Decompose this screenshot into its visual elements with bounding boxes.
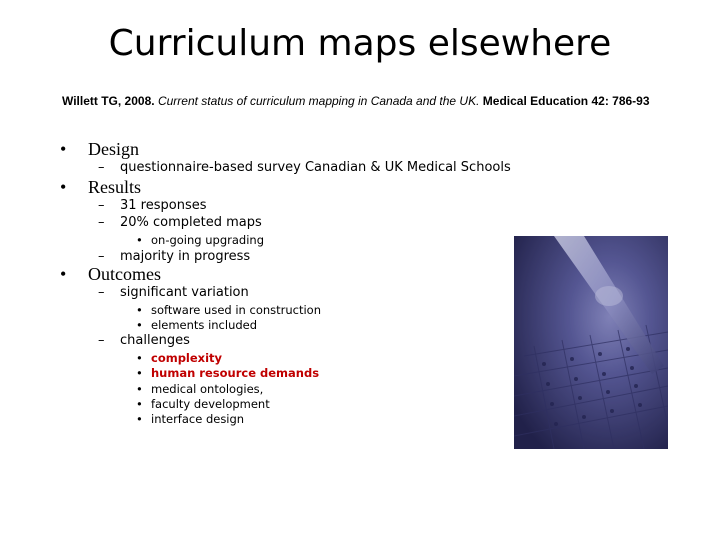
citation (62, 94, 702, 109)
bullet-dot: • (136, 303, 143, 317)
challenge-item-4 (136, 397, 270, 411)
results-item-text: 31 responses (120, 198, 207, 213)
variation-subitem-text: elements included (151, 318, 258, 332)
bullet-outcomes (60, 264, 161, 285)
variation-text: significant variation (120, 285, 249, 300)
calendar-photo (514, 236, 668, 449)
challenge-item-text: interface design (151, 412, 245, 426)
variation-subitem-2 (136, 318, 258, 332)
citation-article: Current status of curriculum mapping in Canada and the UK. (157, 94, 480, 108)
bullet-dot: • (60, 177, 67, 197)
outcomes-label: Outcomes (88, 264, 161, 284)
design-label: Design (88, 139, 139, 159)
challenge-item-5 (136, 412, 245, 426)
challenge-item-3 (136, 382, 264, 396)
bullet-dot: • (136, 366, 143, 380)
bullet-dot: • (136, 382, 143, 396)
challenge-item-1 (136, 351, 223, 365)
results-item-1 (98, 198, 207, 213)
challenge-item-text: human resource demands (151, 366, 320, 380)
results-item-3 (98, 249, 251, 264)
bullet-dot: • (136, 318, 143, 332)
results-item-text: 20% completed maps (120, 215, 262, 230)
calendar-photo-image (514, 236, 668, 449)
results-subitem-text: on-going upgrading (151, 233, 264, 247)
bullet-results (60, 177, 142, 198)
dash-marker: – (98, 198, 105, 213)
bullet-dot: • (136, 397, 143, 411)
challenge-item-text: complexity (151, 351, 223, 365)
design-item (98, 160, 511, 175)
citation-authors: Willett TG, 2008. (62, 94, 155, 108)
dash-marker: – (98, 160, 105, 175)
design-item-text: questionnaire-based survey Canadian & UK Medical Schools (120, 160, 511, 175)
results-item-2 (98, 215, 262, 230)
challenge-item-2 (136, 366, 320, 380)
variation-subitem-1 (136, 303, 322, 317)
dash-marker: – (98, 215, 105, 230)
outcomes-variation (98, 285, 249, 300)
slide-title: Curriculum maps elsewhere (108, 23, 612, 64)
outcomes-challenges (98, 333, 190, 348)
bullet-dot: • (136, 351, 143, 365)
bullet-dot: • (60, 264, 67, 284)
variation-subitem-text: software used in construction (151, 303, 322, 317)
results-item-text: majority in progress (120, 249, 251, 264)
citation-journal: Medical Education 42: 786-93 (482, 94, 650, 108)
bullet-design (60, 139, 139, 160)
challenge-item-text: medical ontologies, (151, 382, 264, 396)
challenge-item-text: faculty development (151, 397, 270, 411)
bullet-dot: • (136, 233, 143, 247)
dash-marker: – (98, 333, 105, 348)
dash-marker: – (98, 285, 105, 300)
results-label: Results (88, 177, 142, 197)
results-subitem (136, 233, 264, 247)
dash-marker: – (98, 249, 105, 264)
challenges-text: challenges (120, 333, 190, 348)
bullet-dot: • (136, 412, 143, 426)
bullet-dot: • (60, 139, 67, 159)
